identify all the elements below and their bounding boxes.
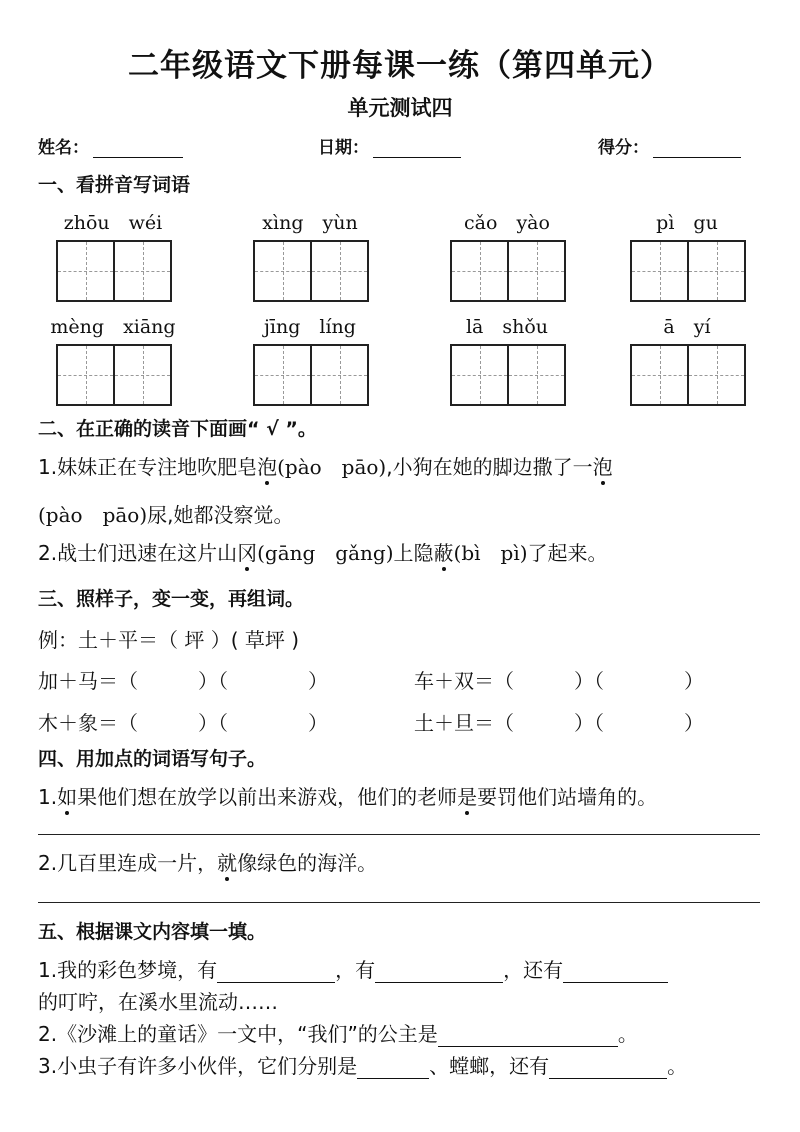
pinyin-label: lā shǒu (465, 316, 549, 338)
page-title: 二年级语文下册每课一练（第四单元） (128, 48, 672, 84)
fill-blank[interactable] (357, 1060, 429, 1079)
dotted-char: 是 (457, 781, 477, 810)
answer-line[interactable] (38, 902, 760, 903)
date-label: 日期： (318, 138, 369, 158)
pronunciation-options[interactable]: (gāng gǎng) (257, 541, 394, 565)
question-2-1-line-1: 1.妹妹正在专注地吹肥皂泡(pào pāo),小狗在她的脚边撒了一泡 (38, 451, 613, 480)
writing-grid[interactable] (56, 344, 172, 406)
dotted-char: 就 (217, 847, 237, 876)
question-5-1-cont: 的叮咛，在溪水里流动…… (38, 990, 278, 1014)
pinyin-label: pì gu (656, 212, 718, 234)
pinyin-label: cǎo yào (464, 212, 550, 234)
date-field[interactable] (318, 133, 461, 158)
question-5-1: 1.我的彩色梦境，有 ，有 ，还有 (38, 954, 668, 983)
writing-grid[interactable] (450, 344, 566, 406)
name-label: 姓名： (38, 138, 89, 158)
writing-grid[interactable] (253, 240, 369, 302)
page-subtitle: 单元测试四 (347, 96, 453, 120)
question-4-1: 1.如果他们想在放学以前出来游戏，他们的老师是要罚他们站墙角的。 (38, 781, 657, 810)
writing-grid[interactable] (253, 344, 369, 406)
section-2-heading: 二、在正确的读音下面画“ √ ”。 (38, 418, 317, 440)
fill-blank[interactable] (438, 1028, 618, 1047)
dotted-char: 泡 (257, 451, 277, 480)
section-3-heading: 三、照样子，变一变，再组词。 (38, 588, 305, 610)
dotted-char: 泡 (593, 451, 613, 480)
pronunciation-options[interactable]: (pào pāo) (38, 503, 148, 527)
section-1-heading: 一、看拼音写词语 (38, 174, 191, 196)
question-2-1-line-2: (pào pāo)尿,她都没察觉。 (38, 503, 294, 527)
section-4-heading: 四、用加点的词语写句子。 (38, 748, 267, 770)
writing-grid[interactable] (450, 240, 566, 302)
question-5-3: 3.小虫子有许多小伙伴，它们分别是 、螳螂，还有 。 (38, 1054, 688, 1078)
writing-grid[interactable] (630, 240, 746, 302)
writing-grid[interactable] (630, 344, 746, 406)
question-5-2: 2.《沙滩上的童话》一文中，“我们”的公主是 。 (38, 1022, 638, 1046)
dotted-char: 冈 (237, 537, 257, 566)
score-label: 得分： (598, 138, 649, 158)
name-blank[interactable] (93, 141, 183, 158)
char-combine-item[interactable]: 加＋马＝（ ）（ ） (38, 669, 328, 693)
example-line: 例：土＋平＝（ 坪 ）( 草坪 ) (38, 628, 300, 652)
pinyin-label: jīng líng (264, 316, 356, 338)
section-5-heading: 五、根据课文内容填一填。 (38, 921, 267, 943)
char-combine-item[interactable]: 土＋旦＝（ ）（ ） (414, 711, 704, 735)
question-4-2: 2.几百里连成一片，就像绿色的海洋。 (38, 847, 377, 876)
pinyin-label: zhōu wéi (63, 212, 163, 234)
fill-blank[interactable] (549, 1060, 667, 1079)
pronunciation-options[interactable]: (pào pāo) (277, 455, 387, 479)
score-blank[interactable] (653, 141, 741, 158)
question-2-2: 2.战士们迅速在这片山冈(gāng gǎng)上隐蔽(bì pì)了起来。 (38, 537, 608, 566)
dotted-char: 如 (57, 781, 77, 810)
fill-blank[interactable] (563, 964, 668, 983)
score-field[interactable] (598, 133, 741, 158)
fill-blank[interactable] (375, 964, 503, 983)
writing-grid[interactable] (56, 240, 172, 302)
pronunciation-options[interactable]: (bì pì) (453, 541, 528, 565)
fill-blank[interactable] (217, 964, 335, 983)
pinyin-label: ā yí (663, 316, 711, 338)
date-blank[interactable] (373, 141, 461, 158)
name-field[interactable] (38, 133, 183, 158)
pinyin-label: xìng yùn (262, 212, 358, 234)
char-combine-item[interactable]: 车＋双＝（ ）（ ） (414, 669, 704, 693)
dotted-char: 蔽 (434, 537, 454, 566)
pinyin-label: mèng xiāng (50, 316, 176, 338)
char-combine-item[interactable]: 木＋象＝（ ）（ ） (38, 711, 328, 735)
answer-line[interactable] (38, 834, 760, 835)
